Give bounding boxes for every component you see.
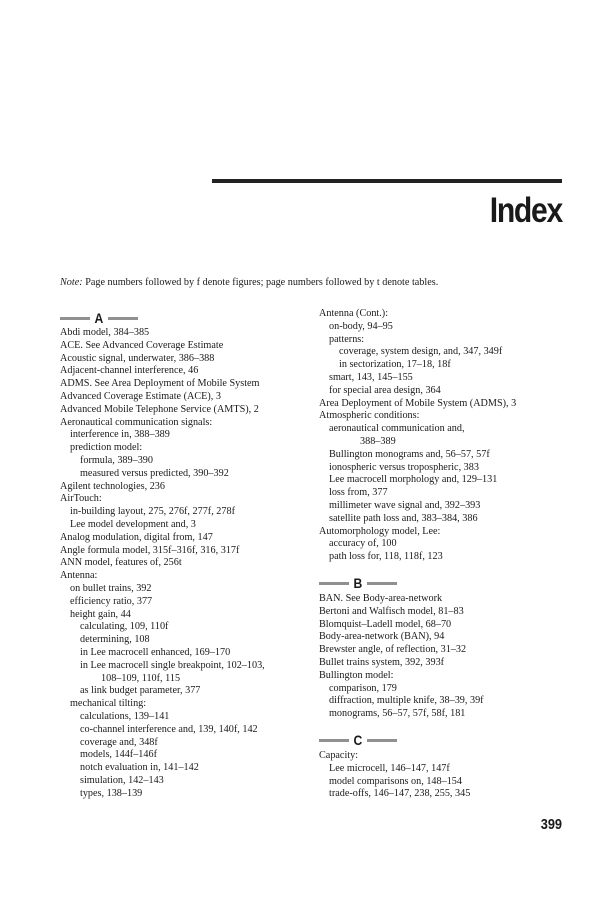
index-entry: Angle formula model, 315f–316f, 316, 317f [60, 544, 240, 556]
index-subentry: accuracy of, 100 [329, 538, 397, 550]
index-subentry: types, 138–139 [80, 787, 143, 799]
index-subentry: prediction model: [70, 442, 143, 454]
index-subentry: for special area design, 364 [329, 384, 441, 396]
index-subentry: calculations, 139–141 [80, 710, 170, 722]
index-subentry: on bullet trains, 392 [70, 582, 152, 594]
index-subentry: height gain, 44 [70, 608, 131, 620]
index-entry: Automorphology model, Lee: [319, 525, 441, 537]
index-subentry: Bullington monograms and, 56–57, 57f [329, 448, 490, 460]
index-entry: ANN model, features of, 256t [60, 557, 182, 569]
index-entry: Blomquist–Ladell model, 68–70 [319, 618, 452, 630]
section-bar-left [319, 582, 349, 585]
index-entry: Capacity: [319, 749, 359, 761]
index-subentry: loss from, 377 [329, 487, 388, 499]
section-bar-right [367, 582, 397, 585]
index-subentry: simulation, 142–143 [80, 774, 164, 786]
index-subentry: comparison, 179 [329, 682, 397, 694]
section-letter: A [94, 310, 104, 326]
index-entry: Abdi model, 384–385 [60, 327, 150, 338]
index-subentry: ionospheric versus tropospheric, 383 [329, 461, 479, 473]
index-subentry: Lee model development and, 3 [70, 518, 196, 530]
index-subentry: co-channel interference and, 139, 140f, 142 [80, 723, 258, 735]
index-entry: Bullington model: [319, 669, 394, 681]
index-entry: Agilent technologies, 236 [60, 480, 165, 492]
section-bar-left [60, 317, 90, 320]
index-subentry: model comparisons on, 148–154 [329, 775, 462, 787]
index-entry: BAN. See Body-area-network [319, 592, 443, 604]
index-entry: Antenna: [60, 570, 98, 582]
index-entry: Acoustic signal, underwater, 386–388 [60, 352, 215, 364]
index-subentry: coverage, system design, and, 347, 349f [339, 346, 503, 358]
index-subentry: formula, 389–390 [80, 454, 153, 466]
index-column-right [319, 308, 567, 801]
index-subentry: aeronautical communication and, [329, 423, 465, 435]
index-subentry: in sectorization, 17–18, 18f [339, 359, 451, 371]
index-entry: Bertoni and Walfisch model, 81–83 [319, 605, 464, 617]
section-letter: C [353, 733, 363, 749]
index-subentry: millimeter wave signal and, 392–393 [329, 499, 481, 511]
index-entry: ADMS. See Area Deployment of Mobile System [60, 378, 260, 390]
index-entry: Advanced Coverage Estimate (ACE), 3 [60, 390, 221, 402]
index-entry: Antenna (Cont.): [319, 308, 389, 319]
index-entry: ACE. See Advanced Coverage Estimate [60, 339, 224, 351]
note [60, 276, 560, 289]
index-subentry: diffraction, multiple knife, 38–39, 39f [329, 695, 484, 707]
index-entry: Advanced Mobile Telephone Service (AMTS), 2 [60, 403, 259, 415]
index-entry: Adjacent-channel interference, 46 [60, 365, 199, 377]
note-label: Note: [60, 277, 83, 288]
section-heading-b [319, 576, 567, 592]
note-text: Page numbers followed by f denote figures; page numbers followed by t denote tables. [85, 277, 439, 288]
index-subentry: on-body, 94–95 [329, 320, 393, 332]
index-column-left [60, 308, 308, 800]
index-entry: Area Deployment of Mobile System (ADMS), 3 [319, 397, 517, 409]
index-subentry: satellite path loss and, 383–384, 386 [329, 512, 478, 524]
index-entry: Body-area-network (BAN), 94 [319, 631, 445, 643]
section-letter: B [353, 576, 363, 592]
index-subentry: Lee microcell, 146–147, 147f [329, 762, 450, 774]
section-heading-a [60, 310, 308, 326]
index-entry: Analog modulation, digital from, 147 [60, 531, 213, 543]
index-subentry: coverage and, 348f [80, 736, 158, 748]
index-entry: Atmospheric conditions: [319, 410, 420, 422]
index-subentry: determining, 108 [80, 634, 150, 646]
index-subentry: measured versus predicted, 390–392 [80, 467, 229, 479]
page-number: 399 [540, 816, 562, 833]
title-rule [212, 179, 562, 183]
index-subentry: calculating, 109, 110f [80, 621, 169, 633]
index-subentry: mechanical tilting: [70, 698, 147, 710]
index-subentry: notch evaluation in, 141–142 [80, 762, 199, 774]
index-subentry: 388–389 [360, 435, 396, 447]
index-subentry: path loss for, 118, 118f, 123 [329, 551, 443, 563]
section-heading-c [319, 733, 567, 749]
page-title: Index [489, 191, 562, 230]
index-subentry: trade-offs, 146–147, 238, 255, 345 [329, 788, 471, 800]
index-entry: Brewster angle, of reflection, 31–32 [319, 644, 467, 656]
index-subentry: smart, 143, 145–155 [329, 371, 413, 383]
index-subentry: interference in, 388–389 [70, 429, 170, 441]
index-subentry: as link budget parameter, 377 [80, 685, 201, 697]
index-entry: Bullet trains system, 392, 393f [319, 656, 445, 668]
section-bar-right [108, 317, 138, 320]
index-subentry: in Lee macrocell single breakpoint, 102–103, [80, 659, 265, 671]
index-subentry: patterns: [329, 333, 365, 345]
index-subentry: in Lee macrocell enhanced, 169–170 [80, 646, 231, 658]
section-bar-right [367, 739, 397, 742]
index-subentry: models, 144f–146f [80, 749, 157, 761]
index-subentry: efficiency ratio, 377 [70, 595, 153, 607]
index-subentry: monograms, 56–57, 57f, 58f, 181 [329, 708, 466, 720]
index-subentry: 108–109, 110f, 115 [101, 672, 181, 684]
index-entry: Aeronautical communication signals: [60, 416, 213, 428]
index-entry: AirTouch: [60, 493, 102, 505]
index-subentry: Lee macrocell morphology and, 129–131 [329, 474, 498, 486]
index-subentry: in-building layout, 275, 276f, 277f, 278f [70, 506, 235, 518]
section-bar-left [319, 739, 349, 742]
